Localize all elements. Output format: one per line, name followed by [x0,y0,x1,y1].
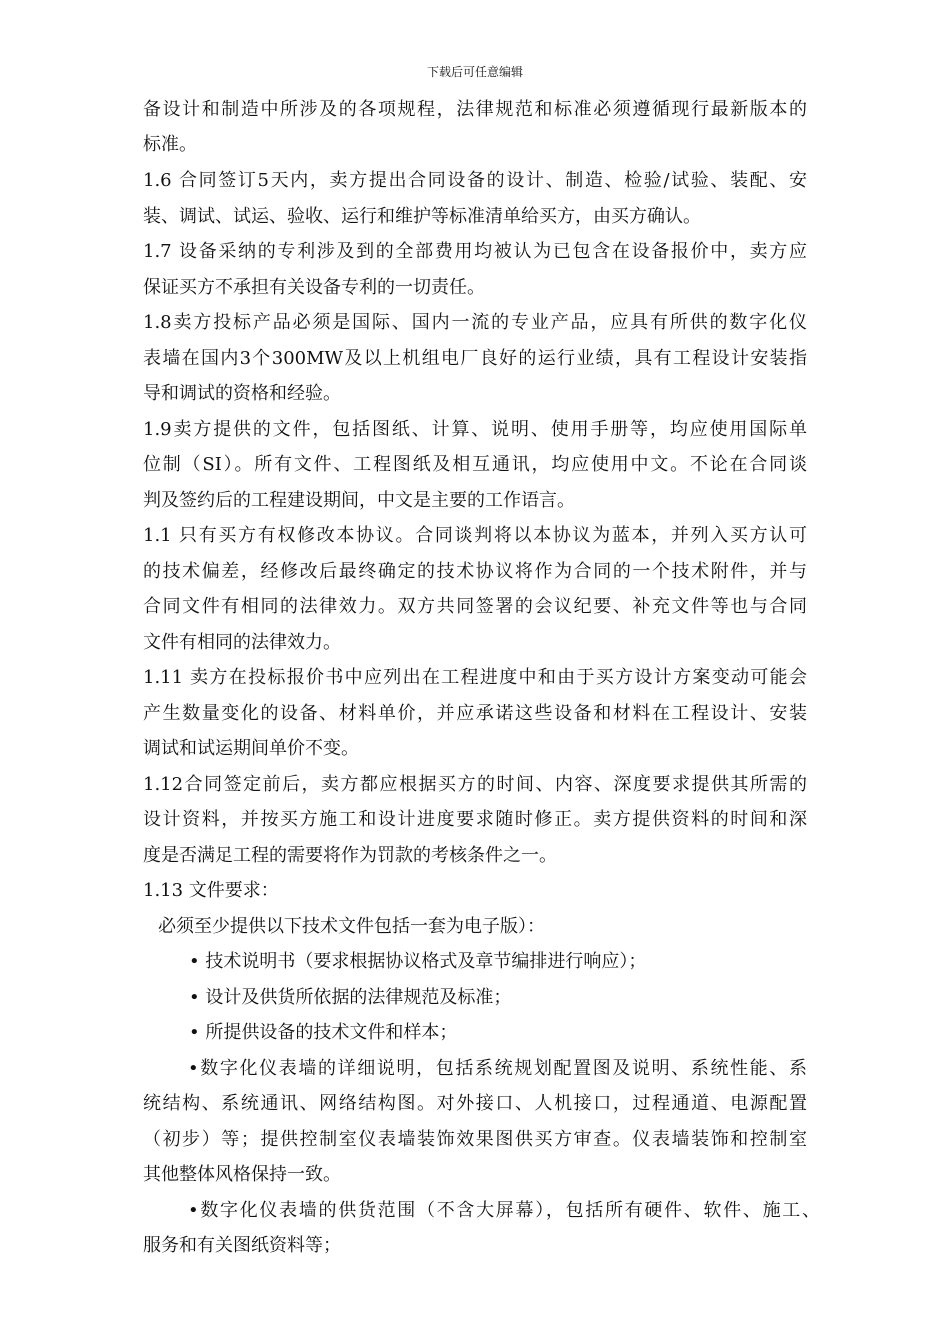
text-line: 的技术偏差，经修改后最终确定的技术协议将作为合同的一个技术附件，并与 [143,561,807,582]
text-line: 位制（SI）。所有文件、工程图纸及相互通讯，均应使用中文。不论在合同谈 [143,454,807,475]
text-line: 1.1 只有买方有权修改本协议。合同谈判将以本协议为蓝本，并列入买方认可 [143,525,807,546]
text-line: 1.6 合同签订5天内，卖方提出合同设备的设计、制造、检验/试验、装配、安 [143,170,807,191]
bullet-item: •数字化仪表墙的详细说明，包括系统规划配置图及说明、系统性能、系 [188,1058,807,1079]
text-line: 文件有相同的法律效力。 [143,632,341,653]
text-line: 导和调试的资格和经验。 [143,383,341,404]
text-line: 1.13 文件要求： [143,880,279,901]
text-line: 表墙在国内3个300MW及以上机组电厂良好的运行业绩，具有工程设计安装指 [143,348,807,369]
text-line: 统结构、系统通讯、网络结构图。对外接口、人机接口，过程通道、电源配置 [143,1093,807,1114]
text-line: 备设计和制造中所涉及的各项规程，法律规范和标准必须遵循现行最新版本的 [143,99,807,120]
text-line: 设计资料，并按买方施工和设计进度要求随时修正。卖方提供资料的时间和深 [143,809,807,830]
text-line: 度是否满足工程的需要将作为罚款的考核条件之一。 [143,845,557,866]
text-line: 1.11 卖方在投标报价书中应列出在工程进度中和由于买方设计方案变动可能会 [143,667,807,688]
text-line: 1.12合同签定前后，卖方都应根据买方的时间、内容、深度要求提供其所需的 [143,774,807,795]
text-line: 调试和试运期间单价不变。 [143,738,359,759]
bullet-item: •数字化仪表墙的供货范围（不含大屏幕），包括所有硬件、软件、施工、 [188,1200,820,1221]
text-line: 保证买方不承担有关设备专利的一切责任。 [143,277,485,298]
bullet-item: • 所提供设备的技术文件和样本； [189,1022,458,1043]
text-line: 必须至少提供以下技术文件包括一套为电子版）： [158,916,545,937]
page-header: 下载后可任意编辑 [426,65,523,79]
text-line: 产生数量变化的设备、材料单价，并应承诺这些设备和材料在工程设计、安装 [143,703,807,724]
text-line: 标准。 [143,134,197,155]
text-line: 服务和有关图纸资料等； [143,1235,341,1256]
text-line: 其他整体风格保持一致。 [143,1164,341,1185]
text-line: 合同文件有相同的法律效力。双方共同签署的会议纪要、补充文件等也与合同 [143,596,807,617]
text-line: 判及签约后的工程建设期间，中文是主要的工作语言。 [143,490,575,511]
text-line: 1.9卖方提供的文件，包括图纸、计算、说明、使用手册等，均应使用国际单 [143,419,807,440]
text-line: （初步）等；提供控制室仪表墙装饰效果图供买方审查。仪表墙装饰和控制室 [143,1129,807,1150]
text-line: 1.8卖方投标产品必须是国际、国内一流的专业产品，应具有所供的数字化仪 [143,312,807,333]
bullet-item: • 技术说明书（要求根据协议格式及章节编排进行响应）； [189,951,647,972]
text-line: 装、调试、试运、验收、运行和维护等标准清单给买方，由买方确认。 [143,206,701,227]
text-line: 1.7 设备采纳的专利涉及到的全部费用均被认为已包含在设备报价中，卖方应 [143,241,807,262]
bullet-item: • 设计及供货所依据的法律规范及标准； [189,987,512,1008]
